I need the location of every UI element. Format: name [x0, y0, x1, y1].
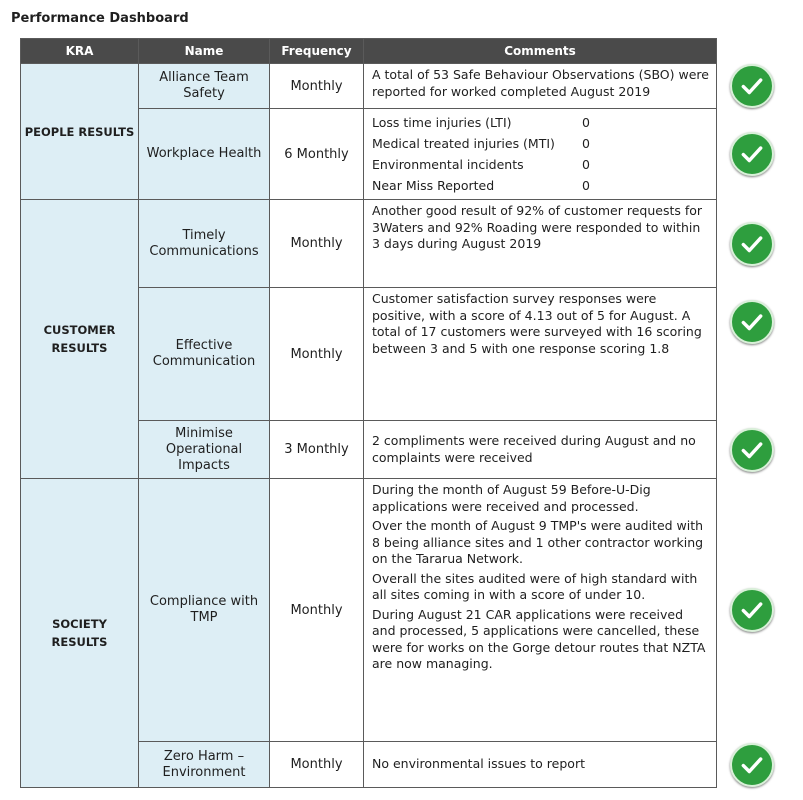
comment-paragraph: Over the month of August 9 TMP's were audited with 8 being alliance sites and 1 other contractor working on the Tararua Network. — [372, 518, 704, 566]
green-checkmark-icon — [730, 743, 774, 787]
green-checkmark-icon — [730, 300, 774, 344]
metric-value: 0 — [582, 178, 590, 193]
comment-paragraph: Overall the sites audited were of high standard with all sites coming in with a score of under 10. — [372, 570, 698, 602]
status-cell — [717, 742, 787, 788]
status-cell — [717, 421, 787, 479]
green-checkmark-icon — [730, 428, 774, 472]
row-frequency: Monthly — [270, 479, 364, 742]
row-frequency: Monthly — [270, 288, 364, 421]
row-name: Timely Communications — [139, 200, 270, 288]
metric-row — [372, 154, 710, 175]
header-name: Name — [139, 39, 270, 64]
status-cell — [717, 64, 787, 109]
performance-table — [20, 38, 787, 788]
green-checkmark-icon — [730, 64, 774, 108]
row-comment: Customer satisfaction survey responses were positive, with a score of 4.13 out of 5 for August. A total of 17 customers were surveyed with 16 scoring between 3 and 5 with one response scoring 1.8 — [364, 288, 717, 421]
status-cell — [717, 200, 787, 288]
row-frequency: 3 Monthly — [270, 421, 364, 479]
row-comment: Another good result of 92% of customer requests for 3Waters and 92% Roading were responded to within 3 days during August 2019 — [364, 200, 717, 288]
metric-value: 0 — [582, 136, 590, 151]
kra-label: PEOPLE RESULTS — [24, 124, 135, 139]
green-checkmark-icon — [730, 132, 774, 176]
metric-label: Environmental incidents — [372, 157, 524, 172]
metric-row — [372, 112, 710, 133]
comment-paragraph: During the month of August 59 Before-U-Dig applications were received and processed. — [372, 482, 651, 514]
row-comment — [364, 479, 717, 742]
row-comment: A total of 53 Safe Behaviour Observations (SBO) were reported for worked completed August 2019 — [364, 64, 717, 109]
row-metrics — [364, 109, 717, 200]
kra-society-results — [21, 479, 139, 788]
metric-value: 0 — [582, 157, 590, 172]
kra-people-results — [21, 64, 139, 200]
green-checkmark-icon — [730, 588, 774, 632]
table-row — [21, 479, 787, 742]
row-name: Workplace Health — [139, 109, 270, 200]
metric-label: Loss time injuries (LTI) — [372, 115, 512, 130]
metric-label: Near Miss Reported — [372, 178, 495, 193]
kra-customer-results — [21, 200, 139, 479]
row-name: Effective Communication — [139, 288, 270, 421]
page-title: Performance Dashboard — [11, 11, 189, 26]
comment-paragraph: During August 21 CAR applications were received and processed, 5 applications were cancelled, these were for works on the Gorge detour routes that NZTA are now managing. — [372, 606, 706, 671]
green-checkmark-icon — [730, 222, 774, 266]
kra-label: RESULTS — [51, 341, 108, 355]
row-name: Zero Harm – Environment — [139, 742, 270, 788]
header-row — [21, 39, 787, 64]
row-name: Compliance with TMP — [139, 479, 270, 742]
table-row — [21, 64, 787, 109]
header-status-blank — [717, 39, 787, 64]
row-comment: 2 compliments were received during August and no complaints were received — [364, 421, 717, 479]
kra-label: RESULTS — [51, 635, 108, 649]
status-cell — [717, 288, 787, 421]
header-frequency: Frequency — [270, 39, 364, 64]
kra-label: CUSTOMER — [43, 323, 116, 337]
header-comments: Comments — [364, 39, 717, 64]
status-cell — [717, 109, 787, 200]
metric-row — [372, 175, 710, 196]
row-frequency: Monthly — [270, 64, 364, 109]
table-row — [21, 200, 787, 288]
status-cell — [717, 479, 787, 742]
row-name: Alliance Team Safety — [139, 64, 270, 109]
row-name: Minimise Operational Impacts — [139, 421, 270, 479]
kra-label: SOCIETY — [52, 617, 107, 631]
metric-label: Medical treated injuries (MTI) — [372, 136, 555, 151]
header-kra: KRA — [21, 39, 139, 64]
metric-value: 0 — [582, 115, 590, 130]
row-frequency: Monthly — [270, 200, 364, 288]
row-comment: No environmental issues to report — [364, 742, 717, 788]
row-frequency: Monthly — [270, 742, 364, 788]
row-frequency: 6 Monthly — [270, 109, 364, 200]
metric-row — [372, 133, 710, 154]
